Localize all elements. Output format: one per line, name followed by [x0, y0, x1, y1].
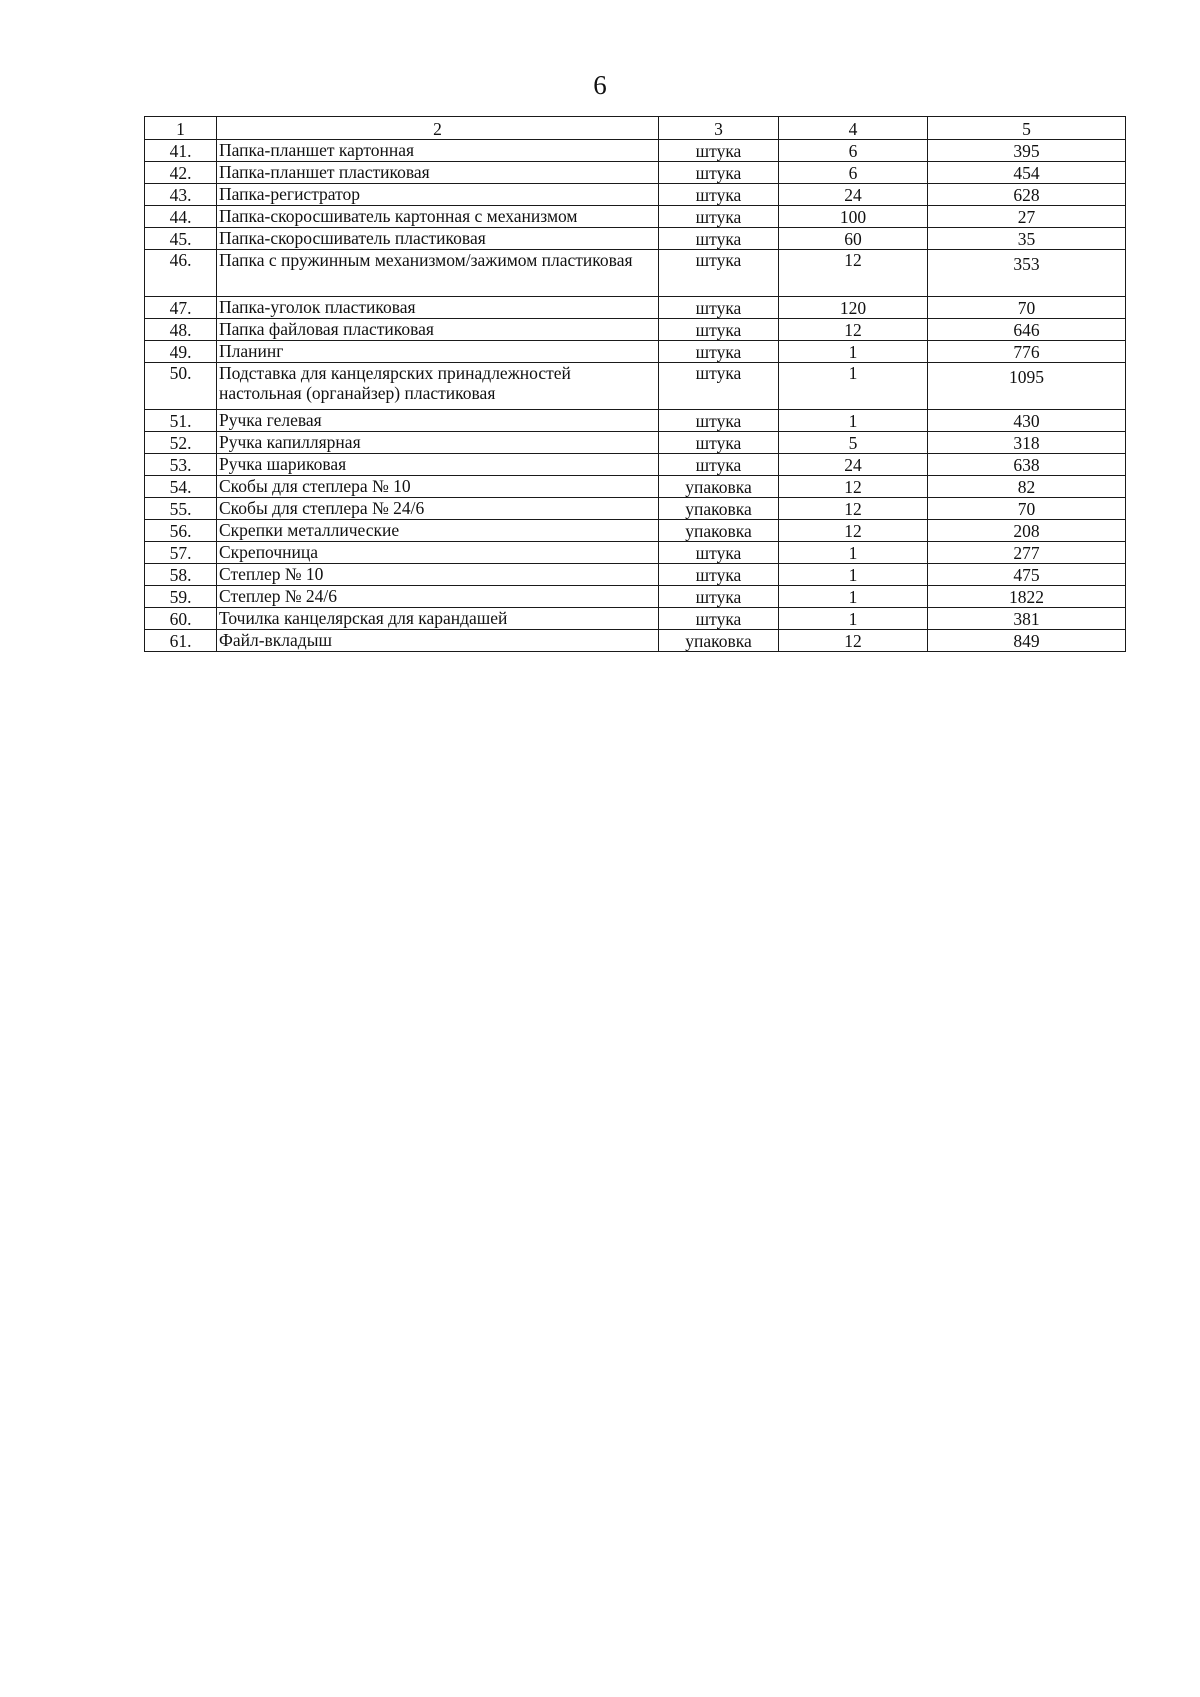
table-row — [145, 140, 1126, 162]
price-cell: 646 — [928, 319, 1126, 341]
item-name-cell: Папка-скоросшиватель пластиковая — [217, 228, 659, 250]
price-cell: 318 — [928, 432, 1126, 454]
table-row — [145, 297, 1126, 319]
items-table-body — [145, 117, 1126, 652]
row-number-cell: 48. — [145, 319, 217, 341]
price-cell: 776 — [928, 341, 1126, 363]
price-cell: 849 — [928, 630, 1126, 652]
item-name-cell: Папка файловая пластиковая — [217, 319, 659, 341]
unit-cell: штука — [659, 586, 779, 608]
unit-cell: штука — [659, 250, 779, 297]
item-name-cell: Скобы для степлера № 24/6 — [217, 498, 659, 520]
quantity-cell: 24 — [779, 454, 928, 476]
row-number-cell: 55. — [145, 498, 217, 520]
quantity-cell: 100 — [779, 206, 928, 228]
item-name-cell: Скрепочница — [217, 542, 659, 564]
unit-cell: упаковка — [659, 630, 779, 652]
price-cell: 638 — [928, 454, 1126, 476]
item-name-cell: Точилка канцелярская для карандашей — [217, 608, 659, 630]
price-cell: 395 — [928, 140, 1126, 162]
quantity-cell: 120 — [779, 297, 928, 319]
unit-cell: штука — [659, 432, 779, 454]
table-row — [145, 319, 1126, 341]
item-name-cell: Файл-вкладыш — [217, 630, 659, 652]
table-row — [145, 542, 1126, 564]
item-name-cell: Скрепки металлические — [217, 520, 659, 542]
row-number-cell: 57. — [145, 542, 217, 564]
price-cell: 454 — [928, 162, 1126, 184]
row-number-cell: 51. — [145, 410, 217, 432]
price-cell: 1095 — [928, 363, 1126, 410]
quantity-cell: 12 — [779, 319, 928, 341]
item-name-cell: Подставка для канцелярских принадлежностей настольная (органайзер) пластиковая — [217, 363, 659, 410]
quantity-cell: 1 — [779, 410, 928, 432]
row-number-cell: 61. — [145, 630, 217, 652]
header-cell-3: 3 — [659, 117, 779, 140]
price-cell: 381 — [928, 608, 1126, 630]
unit-cell: штука — [659, 608, 779, 630]
unit-cell: штука — [659, 206, 779, 228]
quantity-cell: 6 — [779, 162, 928, 184]
header-cell-1: 1 — [145, 117, 217, 140]
table-row — [145, 184, 1126, 206]
quantity-cell: 6 — [779, 140, 928, 162]
table-row — [145, 498, 1126, 520]
unit-cell: штука — [659, 363, 779, 410]
price-cell: 475 — [928, 564, 1126, 586]
price-cell: 27 — [928, 206, 1126, 228]
unit-cell: штука — [659, 162, 779, 184]
unit-cell: штука — [659, 297, 779, 319]
row-number-cell: 45. — [145, 228, 217, 250]
unit-cell: штука — [659, 319, 779, 341]
table-row — [145, 608, 1126, 630]
quantity-cell: 12 — [779, 630, 928, 652]
table-row — [145, 206, 1126, 228]
row-number-cell: 58. — [145, 564, 217, 586]
table-row — [145, 228, 1126, 250]
table-header-row — [145, 117, 1126, 140]
table-row — [145, 341, 1126, 363]
item-name-cell: Папка-регистратор — [217, 184, 659, 206]
table-row — [145, 363, 1126, 410]
quantity-cell: 1 — [779, 564, 928, 586]
row-number-cell: 54. — [145, 476, 217, 498]
quantity-cell: 12 — [779, 520, 928, 542]
quantity-cell: 12 — [779, 250, 928, 297]
item-name-cell: Папка-скоросшиватель картонная с механизмом — [217, 206, 659, 228]
item-name-cell: Степлер № 24/6 — [217, 586, 659, 608]
unit-cell: штука — [659, 341, 779, 363]
unit-cell: упаковка — [659, 476, 779, 498]
item-name-cell: Ручка гелевая — [217, 410, 659, 432]
table-row — [145, 410, 1126, 432]
row-number-cell: 56. — [145, 520, 217, 542]
price-cell: 628 — [928, 184, 1126, 206]
row-number-cell: 41. — [145, 140, 217, 162]
quantity-cell: 1 — [779, 608, 928, 630]
price-cell: 82 — [928, 476, 1126, 498]
item-name-cell: Ручка шариковая — [217, 454, 659, 476]
item-name-cell: Папка с пружинным механизмом/зажимом пластиковая — [217, 250, 659, 297]
row-number-cell: 49. — [145, 341, 217, 363]
table-row — [145, 162, 1126, 184]
unit-cell: штука — [659, 542, 779, 564]
unit-cell: штука — [659, 140, 779, 162]
header-cell-5: 5 — [928, 117, 1126, 140]
row-number-cell: 53. — [145, 454, 217, 476]
price-cell: 1822 — [928, 586, 1126, 608]
table-row — [145, 454, 1126, 476]
price-cell: 430 — [928, 410, 1126, 432]
item-name-cell: Папка-планшет картонная — [217, 140, 659, 162]
quantity-cell: 1 — [779, 341, 928, 363]
price-cell: 35 — [928, 228, 1126, 250]
unit-cell: упаковка — [659, 520, 779, 542]
row-number-cell: 44. — [145, 206, 217, 228]
table-row — [145, 250, 1126, 297]
price-cell: 277 — [928, 542, 1126, 564]
price-cell: 208 — [928, 520, 1126, 542]
header-cell-2: 2 — [217, 117, 659, 140]
price-cell: 70 — [928, 297, 1126, 319]
quantity-cell: 12 — [779, 498, 928, 520]
unit-cell: штука — [659, 410, 779, 432]
quantity-cell: 1 — [779, 363, 928, 410]
item-name-cell: Скобы для степлера № 10 — [217, 476, 659, 498]
item-name-cell: Папка-планшет пластиковая — [217, 162, 659, 184]
table-row — [145, 520, 1126, 542]
items-table — [144, 116, 1126, 652]
item-name-cell: Планинг — [217, 341, 659, 363]
header-cell-4: 4 — [779, 117, 928, 140]
price-cell: 70 — [928, 498, 1126, 520]
quantity-cell: 1 — [779, 542, 928, 564]
row-number-cell: 46. — [145, 250, 217, 297]
unit-cell: штука — [659, 184, 779, 206]
row-number-cell: 59. — [145, 586, 217, 608]
row-number-cell: 52. — [145, 432, 217, 454]
quantity-cell: 1 — [779, 586, 928, 608]
quantity-cell: 5 — [779, 432, 928, 454]
item-name-cell: Папка-уголок пластиковая — [217, 297, 659, 319]
unit-cell: штука — [659, 454, 779, 476]
page-number: 6 — [593, 70, 607, 100]
quantity-cell: 60 — [779, 228, 928, 250]
unit-cell: штука — [659, 564, 779, 586]
quantity-cell: 12 — [779, 476, 928, 498]
unit-cell: штука — [659, 228, 779, 250]
row-number-cell: 60. — [145, 608, 217, 630]
item-name-cell: Ручка капиллярная — [217, 432, 659, 454]
row-number-cell: 50. — [145, 363, 217, 410]
table-row — [145, 586, 1126, 608]
unit-cell: упаковка — [659, 498, 779, 520]
row-number-cell: 43. — [145, 184, 217, 206]
table-row — [145, 476, 1126, 498]
quantity-cell: 24 — [779, 184, 928, 206]
table-row — [145, 432, 1126, 454]
row-number-cell: 42. — [145, 162, 217, 184]
table-row — [145, 630, 1126, 652]
row-number-cell: 47. — [145, 297, 217, 319]
table-row — [145, 564, 1126, 586]
item-name-cell: Степлер № 10 — [217, 564, 659, 586]
price-cell: 353 — [928, 250, 1126, 297]
